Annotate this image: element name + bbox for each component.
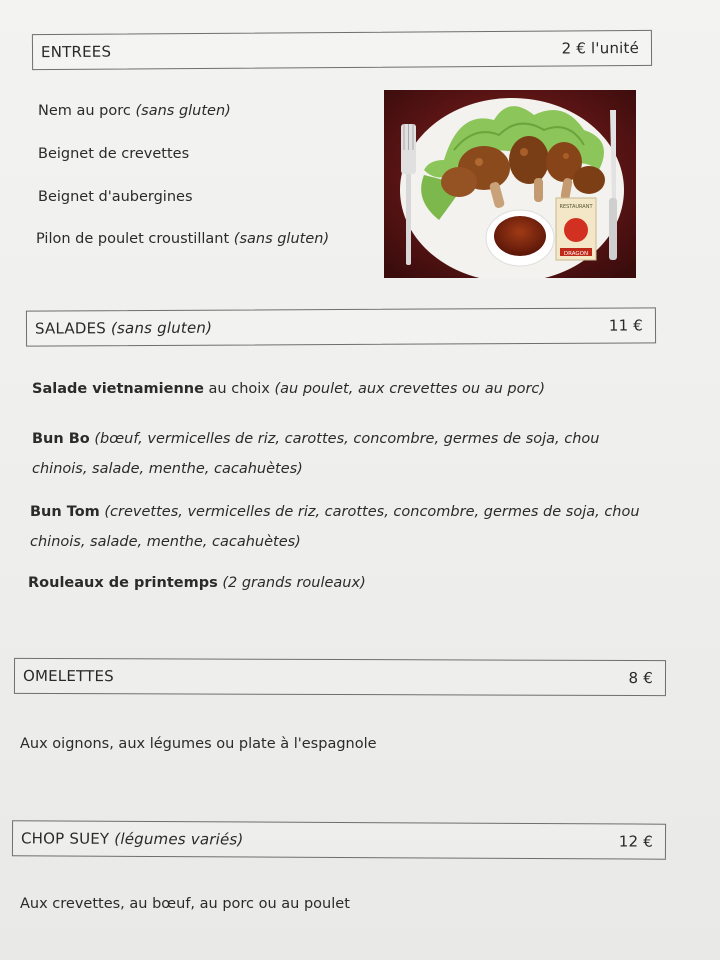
entree-item-name: Beignet d'aubergines	[38, 189, 193, 205]
salade-item-rouleaux	[28, 572, 366, 594]
entrees-title: ENTREES	[40, 42, 112, 62]
entree-item-pilon	[36, 228, 329, 250]
salade-item-name: Salade vietnamienne	[32, 381, 204, 397]
entree-item-note: (sans gluten)	[135, 103, 231, 119]
photo-sign-bottom: DRAGON	[563, 251, 589, 257]
entree-item-beignet-aubergines	[38, 186, 193, 208]
food-photo	[384, 90, 636, 278]
salade-item-desc: (2 grands rouleaux)	[222, 575, 366, 591]
salade-item-mid: au choix	[203, 381, 275, 397]
chop-suey-description-text: Aux crevettes, au bœuf, au porc ou au poulet	[20, 896, 350, 912]
entree-item-name: Nem au porc	[38, 103, 131, 119]
entrees-price: 2 € l'unité	[561, 38, 640, 58]
salades-title: SALADES	[34, 319, 107, 338]
chop-suey-title: CHOP SUEY	[20, 829, 110, 848]
omelettes-price: 8 €	[628, 669, 654, 688]
salade-item-vietnamienne	[32, 378, 545, 400]
salades-header	[26, 307, 656, 346]
entree-item-beignet-crevettes	[38, 143, 189, 165]
salades-title-group	[35, 319, 212, 338]
entree-item-nem	[38, 100, 231, 122]
chop-suey-description	[20, 893, 350, 915]
chop-suey-title-group	[21, 829, 244, 848]
omelettes-description	[20, 733, 377, 755]
chop-suey-price: 12 €	[618, 832, 654, 851]
entree-item-note: (sans gluten)	[233, 231, 330, 247]
entree-item-name: Beignet de crevettes	[38, 146, 190, 162]
salade-item-name: Rouleaux de printemps	[28, 575, 218, 591]
omelettes-title: OMELETTES	[22, 666, 114, 686]
salades-price: 11 €	[608, 316, 644, 335]
salade-item-desc: (bœuf, vermicelles de riz, carottes, concombre, germes de soja, chou chinois, salade, menthe, cacahuètes)	[32, 431, 600, 477]
omelettes-header	[14, 658, 666, 696]
chop-suey-title-note: (légumes variés)	[114, 829, 244, 849]
food-photo-illustration	[384, 90, 636, 278]
chop-suey-header	[12, 820, 666, 859]
entree-item-name: Pilon de poulet croustillant	[36, 231, 230, 247]
salade-item-bun-tom	[30, 497, 658, 557]
omelettes-description-text: Aux oignons, aux légumes ou plate à l'espagnole	[20, 736, 377, 752]
salade-item-name: Bun Bo	[32, 431, 90, 447]
salade-item-name: Bun Tom	[30, 504, 100, 520]
salade-item-desc: (au poulet, aux crevettes ou au porc)	[274, 381, 546, 397]
salades-title-note: (sans gluten)	[110, 318, 213, 338]
salade-item-desc: (crevettes, vermicelles de riz, carottes, concombre, germes de soja, chou chinois, salade, menthe, cacahuètes)	[30, 504, 640, 550]
entrees-header	[32, 30, 652, 70]
photo-sign-top: RESTAURANT	[559, 204, 593, 210]
salade-item-bun-bo	[32, 424, 658, 484]
